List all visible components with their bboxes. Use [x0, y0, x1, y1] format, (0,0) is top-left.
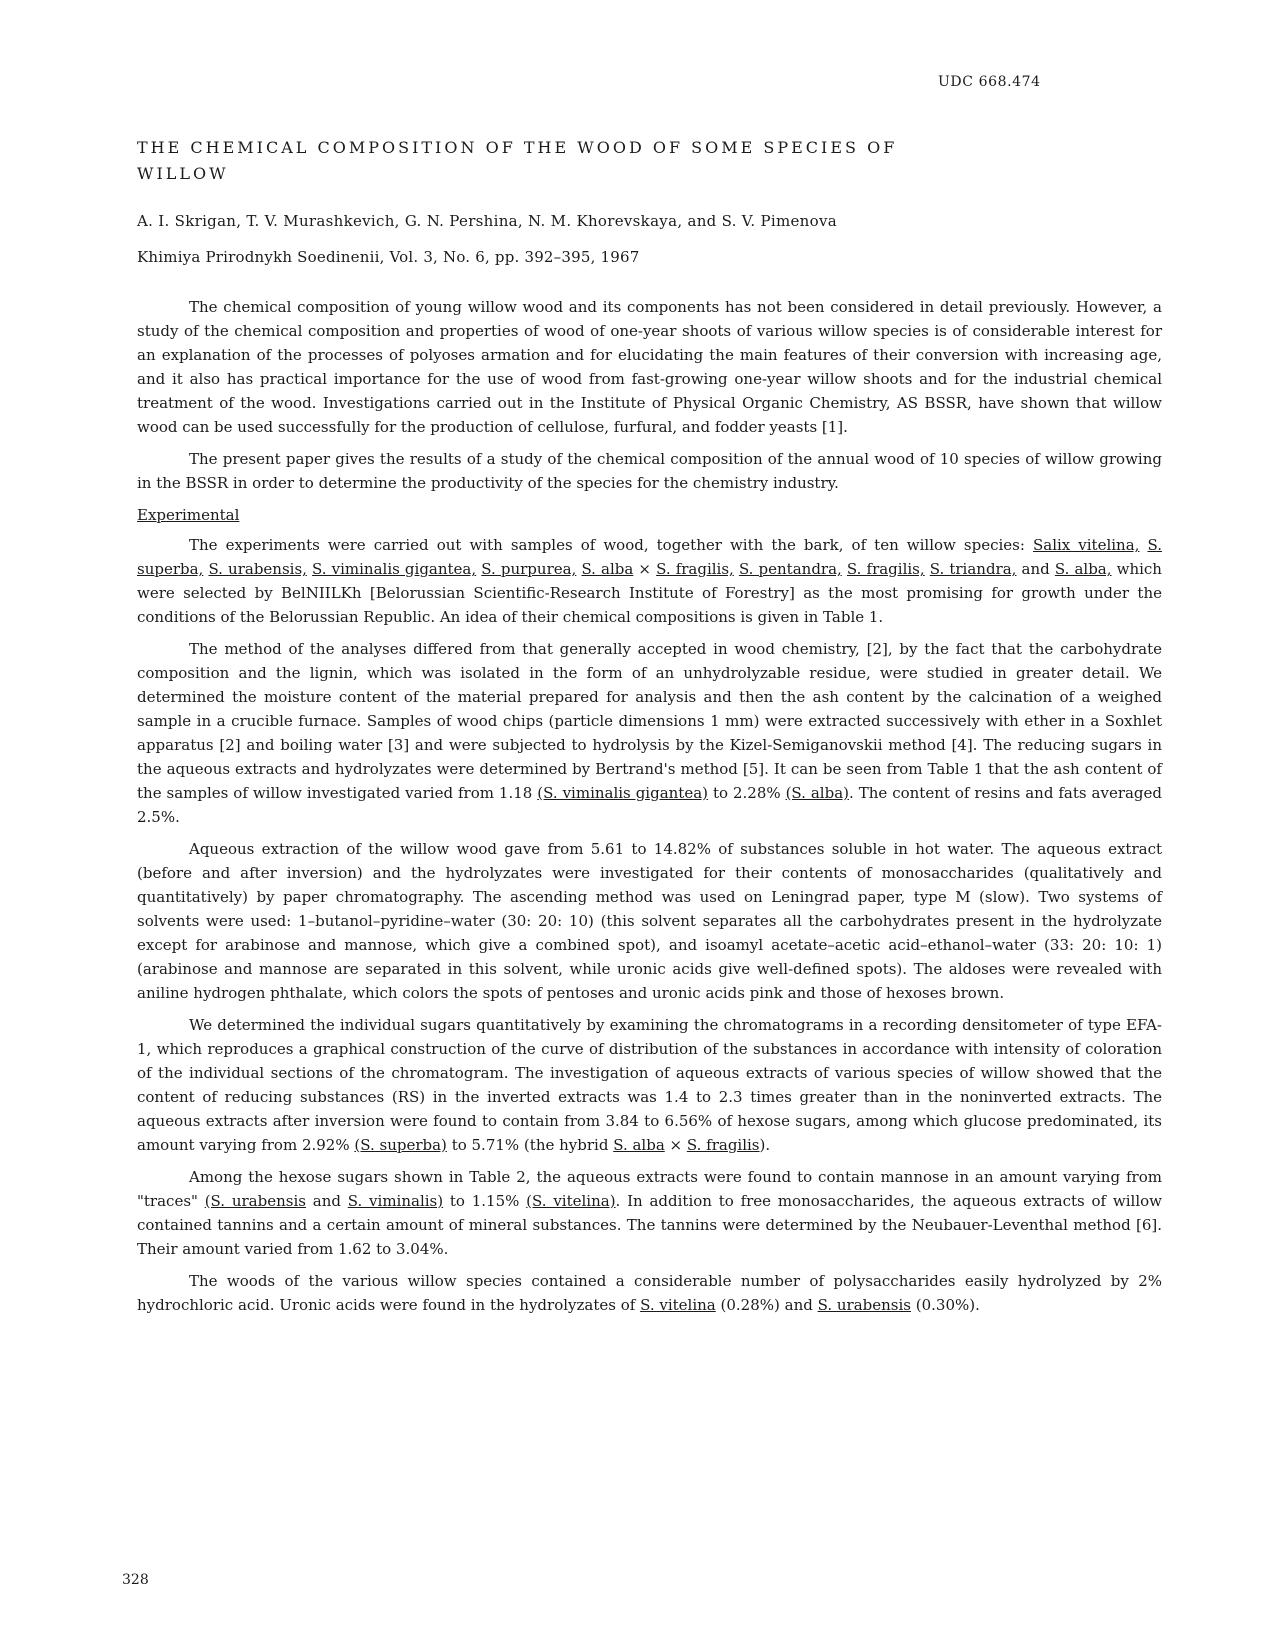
paragraph-extraction: Aqueous extraction of the willow wood gave from 5.61 to 14.82% of substances soluble in hot water. The aqueous extract (before and after inversion) and the hydrolyzates were investigated for their contents of monosaccharides (qualitatively and quantitatively) by paper chromatography. The ascending method was used on Leningrad paper, type M (slow). Two systems of solvents were used: 1–butanol–pyridine–water (30: 20: 10) (this solvent separates all the carbohydrates present in the hydrolyzate except for arabinose and mannose, which give a combined spot), and isoamyl acetate–acetic acid–ethanol–water (33: 20: 10: 1) (arabinose and mannose are separated in this solvent, while uronic acids give well-defined spots). The aldoses were revealed with aniline hydrogen phthalate, which colors the spots of pentoses and uronic acids pink and those of hexoses brown. — [137, 840, 1162, 1002]
species-name: S. viminalis) — [347, 1192, 444, 1210]
text-run: and — [305, 1192, 348, 1210]
text-run: The method of the analyses differed from that generally accepted in wood chemistry, [2], by the fact that the carbohydrate composition and the lignin, which was isolated in the form of an unhydrolyzable residue, were studied in greater detail. We determined the moisture content of the material prepared for analysis and then the ash content by the calcination of a weighed sample in a crucible furnace. Samples of wood chips (particle dimensions 1 mm) were extracted successively with ether in a Soxhlet apparatus [2] and boiling water [3] and were subjected to hydrolysis by the Kizel-Semiganovskii method [4]. The reducing sugars in the aqueous extracts and hydrolyzates were determined by Bertrand's method [5]. It can be seen from Table 1 that the ash content of the samples of willow investigated varied from 1.18 — [137, 640, 1162, 802]
text-run: . In addition to free monosaccharides, the aqueous extracts of willow contained tannins and a certain amount of mineral substances. The tannins were determined by the Neubauer-Leventhal method [6]. Their amount varied from 1.62 to 3.04%. — [137, 1192, 1162, 1258]
species-name: Salix vitelina, — [1032, 536, 1140, 554]
article-title: THE CHEMICAL COMPOSITION OF THE WOOD OF SOME SPECIES OF WILLOW — [137, 138, 898, 183]
species-name: S. vitelina — [640, 1296, 716, 1314]
species-name: S. urabensis, — [208, 560, 307, 578]
paragraph-purpose: The present paper gives the results of a study of the chemical composition of the annual wood of 10 species of willow growing in the BSSR in order to determine the productivity of the species for the chemistry industry. — [137, 450, 1162, 492]
species-name: S. fragilis, — [656, 560, 734, 578]
text-run: to 5.71% (the hybrid — [446, 1136, 614, 1154]
species-name: (S. urabensis — [204, 1192, 306, 1210]
hybrid-sign: × — [633, 560, 657, 578]
author-list: A. I. Skrigan, T. V. Murashkevich, G. N. Pershina, N. M. Khorevskaya, and S. V. Pimenova — [137, 212, 837, 230]
page-number: 328 — [122, 1572, 149, 1588]
journal-citation: Khimiya Prirodnykh Soedinenii, Vol. 3, No. 6, pp. 392–395, 1967 — [137, 248, 640, 266]
species-name: S. purpurea, — [481, 560, 577, 578]
text-run: Among the hexose sugars shown in Table 2, the aqueous extracts were found to contain mannose in an amount varying from "traces" — [137, 1168, 1162, 1210]
hybrid-sign: × — [664, 1136, 687, 1154]
species-name: S. alba — [581, 560, 634, 578]
section-heading-experimental: Experimental — [137, 506, 240, 524]
species-name: S. alba — [613, 1136, 665, 1154]
text-run: The woods of the various willow species contained a considerable number of polysaccharides easily hydrolyzed by 2% hydrochloric acid. Uronic acids were found in the hydrolyzates of — [137, 1272, 1162, 1314]
text-run: (0.28%) and — [715, 1296, 818, 1314]
text-run: and — [1016, 560, 1055, 578]
species-name: (S. vitelina) — [526, 1192, 616, 1210]
species-name: S. viminalis gigantea, — [312, 560, 477, 578]
text-run: ). — [759, 1136, 771, 1154]
text-run: to 2.28% — [708, 784, 786, 802]
species-name: (S. viminalis gigantea) — [537, 784, 709, 802]
species-name: S. superba, — [137, 536, 1162, 578]
paragraph-intro: The chemical composition of young willow wood and its components has not been considered in detail previously. However, a study of the chemical composition and properties of wood of one-year shoots of various willow species is of considerable interest for an explanation of the processes of polyoses armation and for elucidating the main features of their conversion with increasing age, and it also has practical importance for the use of wood from fast-growing one-year willow shoots and for the industrial chemical treatment of the wood. Investigations carried out in the Institute of Physical Organic Chemistry, AS BSSR, have shown that willow wood can be used successfully for the production of cellulose, furfural, and fodder yeasts [1]. — [137, 298, 1162, 436]
text-run: which were selected by BelNIILKh [Belorussian Scientific-Research Institute of Forestry] as the most promising for growth under the conditions of the Belorussian Republic. An idea of their chemical compositions is given in Table 1. — [137, 560, 1162, 626]
paragraph-method — [137, 637, 1162, 829]
species-name: S. triandra, — [929, 560, 1017, 578]
paragraph-species — [137, 533, 1162, 629]
paragraph-polysaccharides — [137, 1269, 1162, 1317]
species-name: S. fragilis — [686, 1136, 760, 1154]
text-run: (0.30%). — [911, 1296, 980, 1314]
species-name: S. alba, — [1054, 560, 1112, 578]
text-run: We determined the individual sugars quantitatively by examining the chromatograms in a recording densitometer of type EFA-1, which reproduces a graphical construction of the curve of distribution of the substances in accordance with intensity of coloration of the individual sections of the chromatogram. The investigation of aqueous extracts of various species of willow showed that the content of reducing substances (RS) in the inverted extracts was 1.4 to 2.3 times greater than in the noninverted extracts. The aqueous extracts after inversion were found to contain from 3.84 to 6.56% of hexose sugars, among which glucose predominated, its amount varying from 2.92% — [137, 1016, 1162, 1154]
udc-code: UDC 668.474 — [938, 74, 1041, 90]
species-name: S. fragilis, — [846, 560, 925, 578]
species-name: (S. alba) — [785, 784, 850, 802]
paragraph-sugars — [137, 1013, 1162, 1157]
species-name: (S. superba) — [354, 1136, 447, 1154]
text-run: The experiments were carried out with samples of wood, together with the bark, of ten willow species: — [189, 536, 1033, 554]
species-name: S. pentandra, — [738, 560, 842, 578]
text-run: to 1.15% — [443, 1192, 527, 1210]
paragraph-mannose — [137, 1165, 1162, 1261]
article-body — [137, 295, 1162, 1325]
text-run: . The content of resins and fats averaged 2.5%. — [137, 784, 1163, 826]
species-name: S. urabensis — [817, 1296, 911, 1314]
